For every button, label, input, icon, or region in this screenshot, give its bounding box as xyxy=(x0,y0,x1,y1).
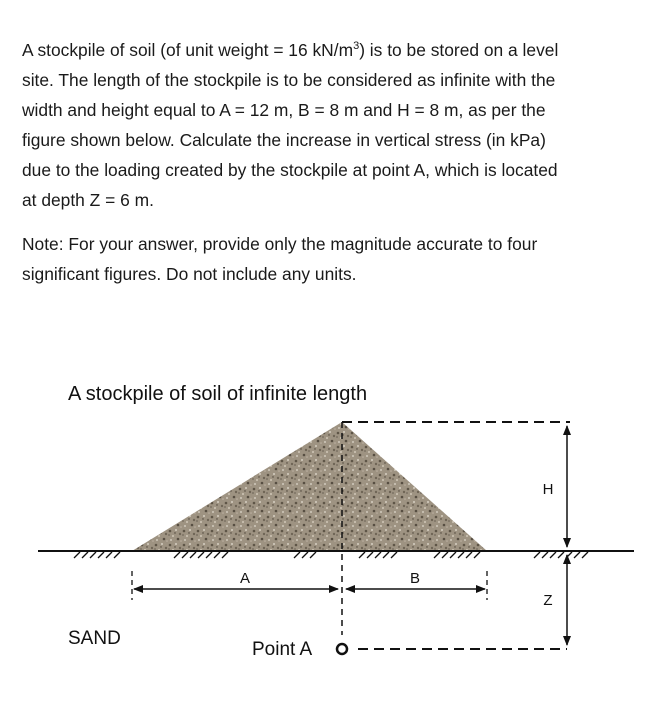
label-a: A xyxy=(239,570,251,587)
unit-superscript: 3 xyxy=(353,40,360,53)
question-line-5: due to the loading created by the stockpile at point A, which is located xyxy=(22,160,558,180)
question-paragraph xyxy=(22,35,642,215)
stockpile-figure xyxy=(0,360,652,713)
question-line-4: figure shown below. Calculate the increase in vertical stress (in kPa) xyxy=(22,130,546,150)
question-line-1 xyxy=(22,35,642,65)
figure-title: A stockpile of soil of infinite length xyxy=(68,383,368,405)
question-line-2: site. The length of the stockpile is to be considered as infinite with the xyxy=(22,70,556,90)
note-paragraph xyxy=(22,229,642,289)
label-z: Z xyxy=(543,592,553,609)
label-h: H xyxy=(542,481,554,498)
ground-hatching xyxy=(74,552,588,558)
note-line-2: significant figures. Do not include any units. xyxy=(22,264,357,284)
label-point-a: Point A xyxy=(252,639,313,660)
point-a-marker xyxy=(337,644,347,654)
question-text-1b: ) is to be stored on a level xyxy=(359,40,559,60)
label-b: B xyxy=(409,570,421,587)
note-line-1: Note: For your answer, provide only the magnitude accurate to four xyxy=(22,234,538,254)
question-line-6: at depth Z = 6 m. xyxy=(22,190,154,210)
stockpile-shape xyxy=(132,422,487,551)
label-sand: SAND xyxy=(68,628,121,649)
question-line-3: width and height equal to A = 12 m, B = 8 m and H = 8 m, as per the xyxy=(22,100,546,120)
question-text-1a: A stockpile of soil (of unit weight = 16 kN/m xyxy=(22,40,354,60)
